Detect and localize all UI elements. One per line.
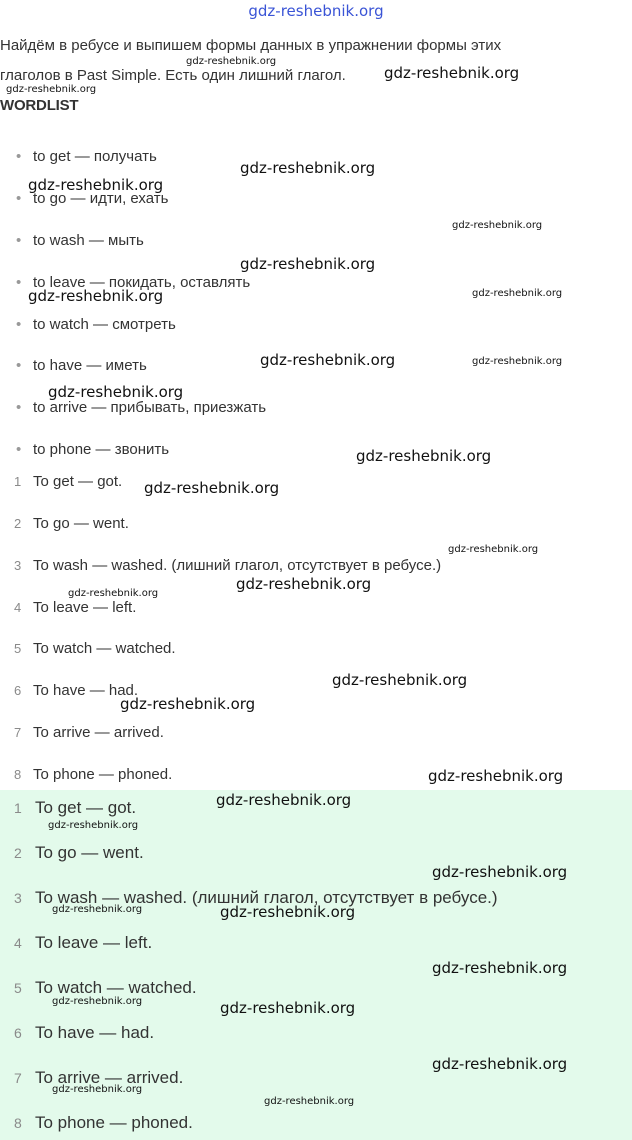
answer-item: 6 To have — had. <box>14 682 139 699</box>
highlighted-answer-item: 4 To leave — left. <box>14 933 153 952</box>
watermark: gdz-reshebnik.org <box>220 903 356 921</box>
watermark: gdz-reshebnik.org <box>448 544 539 555</box>
bullet-icon: • <box>16 399 22 416</box>
bullet-icon: • <box>16 190 22 207</box>
watermark: gdz-reshebnik.org <box>52 1084 143 1095</box>
answer-item: 4 To leave — left. <box>14 599 137 616</box>
wordlist-item: • to go — идти, ехать <box>16 190 169 207</box>
site-header: gdz-reshebnik.org <box>248 2 384 20</box>
wordlist-item: • to wash — мыть <box>16 232 144 249</box>
watermark: gdz-reshebnik.org <box>260 351 396 369</box>
watermark: gdz-reshebnik.org <box>52 904 143 915</box>
answer-item: 7 To arrive — arrived. <box>14 724 164 741</box>
answer-item: 3 To wash — washed. (лишний глагол, отсутствует в ребусе.) <box>14 557 442 574</box>
answer-item: 5 To watch — watched. <box>14 640 176 657</box>
watermark: gdz-reshebnik.org <box>428 767 564 785</box>
task-line-1: Найдём в ребусе и выпишем формы данных в упражнении формы этих <box>0 37 502 54</box>
watermark: gdz-reshebnik.org <box>28 176 164 194</box>
watermark: gdz-reshebnik.org <box>452 220 543 231</box>
watermark: gdz-reshebnik.org <box>220 999 356 1017</box>
wordlist-item: • to phone — звонить <box>16 441 170 458</box>
watermark: gdz-reshebnik.org <box>144 479 280 497</box>
wordlist-title: WORDLIST <box>0 97 79 114</box>
watermark: gdz-reshebnik.org <box>432 959 568 977</box>
watermark: gdz-reshebnik.org <box>384 64 520 82</box>
watermark: gdz-reshebnik.org <box>236 575 372 593</box>
watermark: gdz-reshebnik.org <box>356 447 492 465</box>
watermark: gdz-reshebnik.org <box>240 159 376 177</box>
highlighted-answer-item: 6 To have — had. <box>14 1023 155 1042</box>
watermark: gdz-reshebnik.org <box>52 996 143 1007</box>
watermark: gdz-reshebnik.org <box>472 356 563 367</box>
answer-item: 1 To get — got. <box>14 473 123 490</box>
bullet-icon: • <box>16 274 22 291</box>
highlighted-answer-item: 7 To arrive — arrived. <box>14 1068 184 1087</box>
watermark: gdz-reshebnik.org <box>68 588 159 599</box>
watermark: gdz-reshebnik.org <box>216 791 352 809</box>
watermark: gdz-reshebnik.org <box>264 1096 355 1107</box>
wordlist-item: • to leave — покидать, оставлять <box>16 274 251 291</box>
answer-item: 8 To phone — phoned. <box>14 766 173 783</box>
wordlist-item: • to arrive — прибывать, приезжать <box>16 399 267 416</box>
watermark: gdz-reshebnik.org <box>240 255 376 273</box>
highlighted-answer-item: 1 To get — got. <box>14 798 137 817</box>
bullet-icon: • <box>16 232 22 249</box>
watermark: gdz-reshebnik.org <box>28 287 164 305</box>
watermark: gdz-reshebnik.org <box>332 671 468 689</box>
watermark: gdz-reshebnik.org <box>6 84 97 95</box>
bullet-icon: • <box>16 441 22 458</box>
watermark: gdz-reshebnik.org <box>120 695 256 713</box>
watermark: gdz-reshebnik.org <box>432 1055 568 1073</box>
bullet-icon: • <box>16 357 22 374</box>
watermark: gdz-reshebnik.org <box>432 863 568 881</box>
wordlist-item: • to have — иметь <box>16 357 147 374</box>
bullet-icon: • <box>16 148 22 165</box>
watermark: gdz-reshebnik.org <box>186 56 277 67</box>
task-line-2: глаголов в Past Simple. Есть один лишний глагол. <box>0 67 346 84</box>
task-text <box>0 31 628 91</box>
highlighted-answer-item: 5 To watch — watched. <box>14 978 197 997</box>
watermark: gdz-reshebnik.org <box>48 820 139 831</box>
highlighted-answer-item: 3 To wash — washed. (лишний глагол, отсутствует в ребусе.) <box>14 888 498 907</box>
answer-item: 2 To go — went. <box>14 515 129 532</box>
wordlist-item: • to get — получать <box>16 148 157 165</box>
wordlist-item: • to watch — смотреть <box>16 316 176 333</box>
watermark: gdz-reshebnik.org <box>472 288 563 299</box>
highlighted-answer-item: 8 To phone — phoned. <box>14 1113 193 1132</box>
bullet-icon: • <box>16 316 22 333</box>
highlighted-answer-item: 2 To go — went. <box>14 843 144 862</box>
watermark: gdz-reshebnik.org <box>48 383 184 401</box>
